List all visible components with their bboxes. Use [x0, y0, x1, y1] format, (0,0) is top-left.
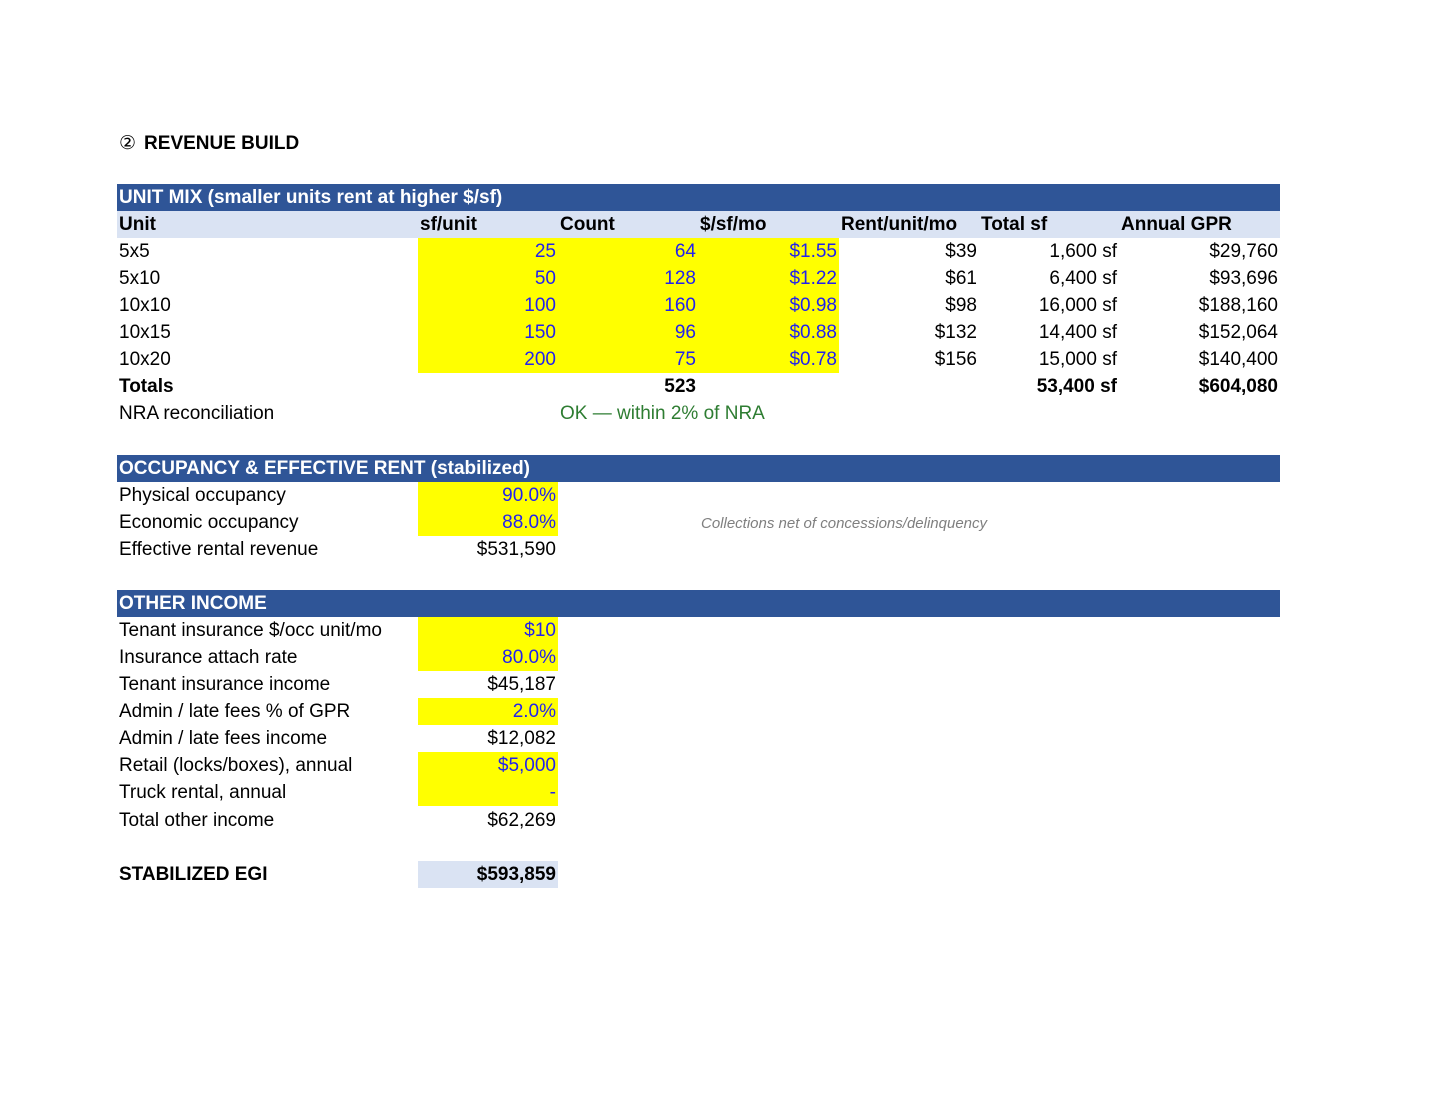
other-income-label: Tenant insurance $/occ unit/mo — [119, 620, 382, 641]
unit-label: 5x5 — [119, 241, 150, 262]
col-total-sf: Total sf — [981, 214, 1048, 235]
rent-value: $132 — [934, 322, 977, 343]
truck-rental-input[interactable]: - — [418, 779, 558, 806]
section-title-text: REVENUE BUILD — [144, 133, 300, 154]
gpr-value: $29,760 — [1209, 241, 1278, 262]
section-title — [119, 132, 299, 155]
totals-total-sf: 53,400 sf — [1036, 376, 1117, 397]
list-item — [117, 698, 1280, 725]
effective-revenue-row — [117, 536, 1280, 563]
totals-label: Totals — [119, 376, 174, 397]
unit-label: 5x10 — [119, 268, 161, 289]
col-gpr: Annual GPR — [1121, 214, 1232, 235]
stabilized-egi-value: $593,859 — [418, 861, 558, 888]
table-row — [117, 238, 1280, 265]
admin-fees-income-value: $12,082 — [487, 728, 556, 749]
list-item — [117, 752, 1280, 779]
sf-unit-input[interactable]: 200 — [418, 346, 558, 373]
totals-row — [117, 373, 1280, 400]
rate-input[interactable]: $0.98 — [698, 292, 839, 319]
rate-input[interactable]: $1.55 — [698, 238, 839, 265]
other-income-label: Total other income — [119, 810, 275, 831]
count-input[interactable]: 64 — [558, 238, 698, 265]
occupancy-header: OCCUPANCY & EFFECTIVE RENT (stabilized) — [117, 455, 1280, 482]
col-rate: $/sf/mo — [700, 214, 767, 235]
list-item — [117, 671, 1280, 698]
other-income-label: Admin / late fees income — [119, 728, 328, 749]
economic-occupancy-note: Collections net of concessions/delinquency — [701, 515, 988, 532]
table-row — [117, 265, 1280, 292]
other-income-label: Tenant insurance income — [119, 674, 331, 695]
physical-occupancy-row — [117, 482, 1280, 509]
sf-unit-input[interactable]: 25 — [418, 238, 558, 265]
col-unit: Unit — [119, 214, 156, 235]
other-income-label: Insurance attach rate — [119, 647, 298, 668]
total-sf-value: 6,400 sf — [1049, 268, 1117, 289]
gpr-value: $152,064 — [1198, 322, 1278, 343]
retail-income-input[interactable]: $5,000 — [418, 752, 558, 779]
sf-unit-input[interactable]: 50 — [418, 265, 558, 292]
totals-gpr: $604,080 — [1198, 376, 1278, 397]
rent-value: $156 — [934, 349, 977, 370]
table-row — [117, 319, 1280, 346]
rate-input[interactable]: $1.22 — [698, 265, 839, 292]
rate-input[interactable]: $0.88 — [698, 319, 839, 346]
rent-value: $39 — [945, 241, 977, 262]
physical-occupancy-label: Physical occupancy — [119, 485, 286, 506]
tenant-insurance-income-value: $45,187 — [487, 674, 556, 695]
reconciliation-status: OK — within 2% of NRA — [560, 403, 765, 424]
list-item — [117, 807, 1280, 834]
rate-input[interactable]: $0.78 — [698, 346, 839, 373]
list-item — [117, 644, 1280, 671]
count-input[interactable]: 75 — [558, 346, 698, 373]
economic-occupancy-input[interactable]: 88.0% — [418, 509, 558, 536]
gpr-value: $93,696 — [1209, 268, 1278, 289]
count-input[interactable]: 128 — [558, 265, 698, 292]
economic-occupancy-label: Economic occupancy — [119, 512, 299, 533]
col-rent: Rent/unit/mo — [841, 214, 958, 235]
reconciliation-label: NRA reconciliation — [119, 403, 275, 424]
other-income-label: Truck rental, annual — [119, 782, 287, 803]
reconciliation-row — [117, 400, 1280, 427]
other-income-header: OTHER INCOME — [117, 590, 1280, 617]
table-row — [117, 346, 1280, 373]
col-sf-unit: sf/unit — [420, 214, 477, 235]
col-count: Count — [560, 214, 615, 235]
gpr-value: $140,400 — [1198, 349, 1278, 370]
list-item — [117, 725, 1280, 752]
total-sf-value: 1,600 sf — [1049, 241, 1117, 262]
unit-mix-header: UNIT MIX (smaller units rent at higher $/sf) — [117, 184, 1280, 211]
effective-revenue-value: $531,590 — [476, 539, 556, 560]
other-income-label: Admin / late fees % of GPR — [119, 701, 351, 722]
list-item — [117, 779, 1280, 806]
rent-value: $61 — [945, 268, 977, 289]
total-sf-value: 16,000 sf — [1038, 295, 1117, 316]
sf-unit-input[interactable]: 100 — [418, 292, 558, 319]
physical-occupancy-input[interactable]: 90.0% — [418, 482, 558, 509]
gpr-value: $188,160 — [1198, 295, 1278, 316]
other-income-label: Retail (locks/boxes), annual — [119, 755, 353, 776]
table-row — [117, 292, 1280, 319]
stabilized-egi-row — [117, 861, 1280, 888]
unit-label: 10x10 — [119, 295, 171, 316]
admin-fees-pct-input[interactable]: 2.0% — [418, 698, 558, 725]
section-number: ② — [119, 133, 137, 154]
count-input[interactable]: 96 — [558, 319, 698, 346]
attach-rate-input[interactable]: 80.0% — [418, 644, 558, 671]
total-other-income-value: $62,269 — [487, 810, 556, 831]
list-item — [117, 617, 1280, 644]
stabilized-egi-label: STABILIZED EGI — [119, 864, 268, 885]
unit-label: 10x15 — [119, 322, 171, 343]
totals-count: 523 — [664, 376, 696, 397]
effective-revenue-label: Effective rental revenue — [119, 539, 319, 560]
tenant-insurance-rate-input[interactable]: $10 — [418, 617, 558, 644]
sf-unit-input[interactable]: 150 — [418, 319, 558, 346]
total-sf-value: 14,400 sf — [1038, 322, 1117, 343]
unit-label: 10x20 — [119, 349, 171, 370]
unit-mix-column-header — [117, 211, 1280, 238]
count-input[interactable]: 160 — [558, 292, 698, 319]
economic-occupancy-row — [117, 509, 1280, 536]
rent-value: $98 — [945, 295, 977, 316]
total-sf-value: 15,000 sf — [1038, 349, 1117, 370]
